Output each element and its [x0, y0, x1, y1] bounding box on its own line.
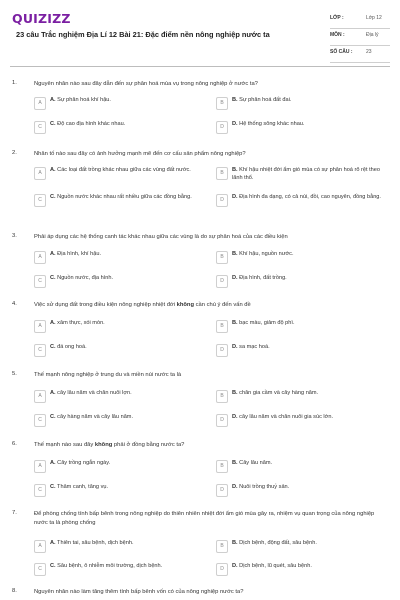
option-c[interactable] [34, 563, 204, 577]
option-text: C. cây hàng năm và cây lâu năm. [50, 414, 134, 420]
option-d[interactable] [216, 414, 388, 428]
meta-value: Lớp 12 [366, 15, 382, 21]
question-text: Nhân tố nào sau đây có ảnh hưởng mạnh mẽ đến cơ cấu sản phẩm nông nghiệp? [34, 151, 246, 157]
meta-row-subject [330, 29, 390, 46]
meta-value: 23 [366, 49, 372, 55]
option-badge: C [34, 563, 46, 576]
option-badge: A [34, 460, 46, 473]
option-text: C. Sâu bệnh, ô nhiễm môi trường, dịch bệnh. [50, 563, 163, 569]
option-badge: B [216, 460, 228, 473]
worksheet-header [0, 0, 400, 66]
option-d[interactable] [216, 484, 388, 498]
option-c[interactable] [34, 194, 204, 208]
option-badge: A [34, 540, 46, 553]
option-c[interactable] [34, 344, 204, 358]
option-badge: C [34, 194, 46, 207]
option-text: C. Nguồn nước khác nhau rất nhiều giữa các đồng bằng. [50, 194, 192, 200]
option-badge: D [216, 563, 228, 576]
meta-label: SỐ CÂU : [330, 49, 353, 55]
question-number: 7. [12, 510, 17, 516]
meta-row-count [330, 46, 390, 63]
option-badge: B [216, 251, 228, 264]
option-a[interactable] [34, 390, 204, 404]
option-badge: B [216, 390, 228, 403]
meta-row-grade [330, 12, 390, 29]
option-text: D. Dịch bệnh, lũ quét, sâu bệnh. [232, 563, 312, 569]
question-number: 4. [12, 301, 17, 307]
option-text: A. Thiên tai, sâu bệnh, dịch bệnh. [50, 540, 134, 546]
option-badge: B [216, 97, 228, 110]
page-title: 23 câu Trắc nghiệm Địa Lí 12 Bài 21: Đặc điểm nền nông nghiệp nước ta [16, 30, 270, 39]
option-text: B. Dịch bệnh, động đất, sâu bệnh. [232, 540, 317, 546]
option-b[interactable] [216, 390, 388, 404]
option-text: B. Sự phân hoá đất đai. [232, 97, 292, 103]
option-text: B. Khí hậu, nguồn nước. [232, 251, 294, 257]
option-a[interactable] [34, 167, 204, 181]
question-number: 1. [12, 80, 17, 86]
option-b[interactable] [216, 97, 388, 111]
header-divider [10, 66, 390, 67]
option-badge: B [216, 167, 228, 180]
option-text: A. Sự phân hoá khí hậu. [50, 97, 111, 103]
option-badge: A [34, 390, 46, 403]
option-b[interactable] [216, 167, 388, 181]
option-text: C. đá ong hoá. [50, 344, 87, 350]
option-badge: A [34, 251, 46, 264]
option-text: A. Các loại đất trồng khác nhau giữa các vùng đất nước. [50, 167, 191, 173]
option-d[interactable] [216, 563, 388, 577]
option-badge: A [34, 97, 46, 110]
quizizz-logo: QUIZIZZ [12, 11, 71, 26]
question-number: 6. [12, 441, 17, 447]
question-number: 5. [12, 371, 17, 377]
option-text: A. Địa hình, khí hậu. [50, 251, 102, 257]
option-text: D. Địa hình, đất trồng. [232, 275, 287, 281]
option-d[interactable] [216, 194, 388, 208]
option-c[interactable] [34, 414, 204, 428]
option-text: C. Độ cao địa hình khác nhau. [50, 121, 126, 127]
option-a[interactable] [34, 320, 204, 334]
option-text: D. cây lâu năm và chăn nuôi gia súc lớn. [232, 414, 333, 420]
option-d[interactable] [216, 121, 388, 135]
question-text: Nguyên nhân nào làm tăng thêm tính bấp bênh vốn có của nông nghiệp nước ta? [34, 589, 244, 595]
option-text: C. Thâm canh, tăng vụ. [50, 484, 109, 490]
option-badge: D [216, 414, 228, 427]
option-text: B. Khí hậu nhiệt đới ẩm gió mùa có sự phân hoá rõ rệt theo lãnh thổ. [232, 167, 380, 181]
option-badge: D [216, 344, 228, 357]
option-b[interactable] [216, 540, 388, 554]
option-text: D. Địa hình đa dạng, có cả núi, đồi, cao nguyên, đồng bằng. [232, 194, 381, 200]
option-text: D. Hệ thống sông khác nhau. [232, 121, 305, 127]
meta-label: MÔN : [330, 32, 345, 38]
option-badge: D [216, 484, 228, 497]
option-badge: D [216, 121, 228, 134]
question-number: 2. [12, 150, 17, 156]
option-c[interactable] [34, 121, 204, 135]
meta-label: LỚP : [330, 15, 344, 21]
option-text: B. chăn gia cầm và cây hàng năm. [232, 390, 319, 396]
option-a[interactable] [34, 97, 204, 111]
option-badge: A [34, 320, 46, 333]
option-a[interactable] [34, 251, 204, 265]
question-number: 3. [12, 233, 17, 239]
option-c[interactable] [34, 484, 204, 498]
option-c[interactable] [34, 275, 204, 289]
option-badge: D [216, 194, 228, 207]
option-badge: A [34, 167, 46, 180]
option-d[interactable] [216, 275, 388, 289]
option-text: A. cây lâu năm và chăn nuôi lợn. [50, 390, 132, 396]
option-text: A. xâm thực, xói mòn. [50, 320, 105, 326]
option-text: C. Nguồn nước, địa hình. [50, 275, 114, 281]
question-text: Để phòng chống tính bấp bênh trong nông nghiệp do thiên nhiên nhiệt đới ẩm gió mùa gây ra, nhiệm vụ quan trọng của nông nghiệp nước ta là phòng chống [34, 511, 375, 526]
question-text: Thế mạnh nông nghiệp ở trung du và miền núi nước ta là [34, 372, 182, 378]
option-text: B. bạc màu, giảm độ phì. [232, 320, 295, 326]
option-badge: C [34, 484, 46, 497]
question-text: Thế mạnh nào sau đây không phải ở đồng bằng nước ta? [34, 442, 185, 448]
option-b[interactable] [216, 251, 388, 265]
option-text: D. Nuôi trồng thuỷ sản. [232, 484, 290, 490]
meta-box [330, 12, 390, 63]
option-badge: C [34, 344, 46, 357]
option-a[interactable] [34, 460, 204, 474]
option-a[interactable] [34, 540, 204, 554]
option-badge: B [216, 540, 228, 553]
question-text: Phải áp dụng các hệ thống canh tác khác nhau giữa các vùng là do sự phân hoá của các điều kiện [34, 234, 288, 240]
question-text: Nguyên nhân nào sau đây dẫn đến sự phân hoá mùa vụ trong nông nghiệp ở nước ta? [34, 81, 258, 87]
option-badge: C [34, 121, 46, 134]
option-badge: C [34, 414, 46, 427]
option-text: B. Cây lâu năm. [232, 460, 273, 466]
option-d[interactable] [216, 344, 388, 358]
question-number: 8. [12, 588, 17, 594]
question-text: Việc sử dụng đất trong điều kiện nông nghiệp nhiệt đới không cần chú ý đến vấn đề [34, 302, 251, 308]
option-b[interactable] [216, 460, 388, 474]
option-badge: B [216, 320, 228, 333]
option-text: D. sa mạc hoá. [232, 344, 270, 350]
option-badge: C [34, 275, 46, 288]
meta-value: Địa lý [366, 32, 379, 38]
option-b[interactable] [216, 320, 388, 334]
option-text: A. Cây trồng ngắn ngày. [50, 460, 111, 466]
option-badge: D [216, 275, 228, 288]
